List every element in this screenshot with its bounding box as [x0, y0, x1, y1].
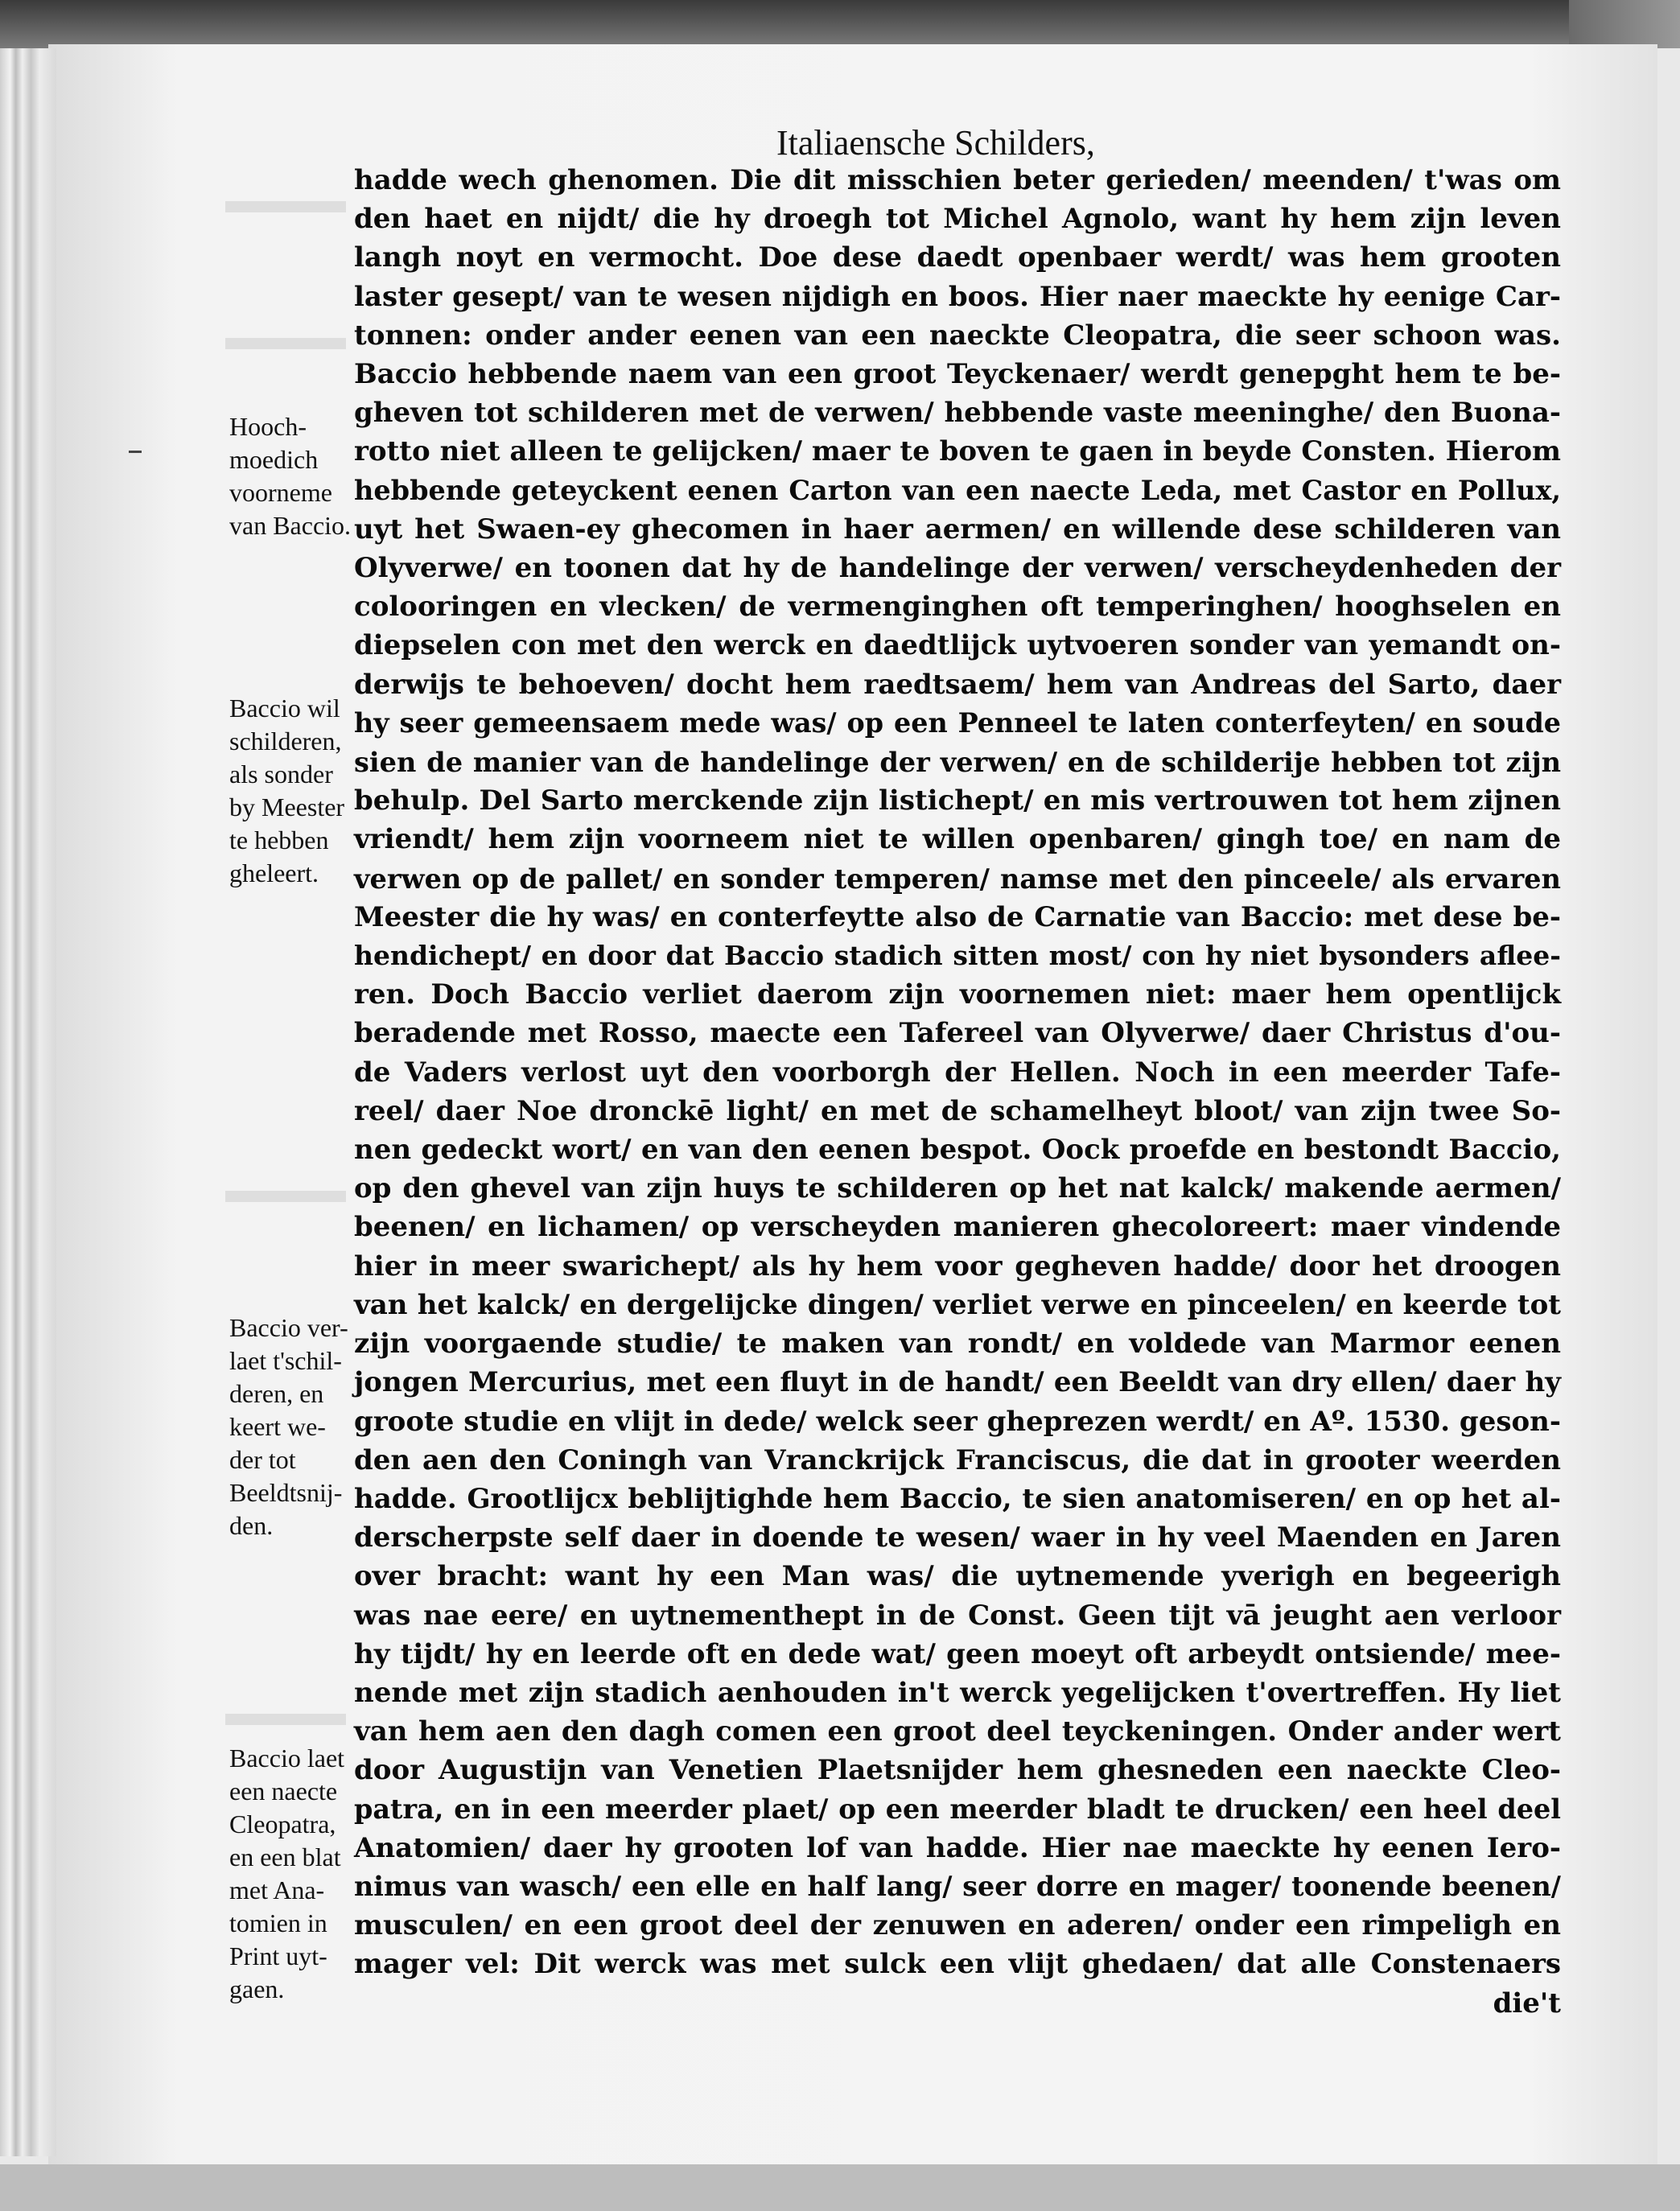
text-line: reel/ daer Noe dronckē light/ en met de schamelheyt bloot/ van zijn twee So- [354, 1094, 1561, 1127]
text-line: nimus van wasch/ een elle en half lang/ seer dorre en mager/ toonende beenen/ [354, 1870, 1561, 1902]
text-line: beenen/ en lichamen/ op verscheyden manieren ghecoloreert: maer vindende [354, 1211, 1561, 1244]
margin-note-line: tomien in [229, 1908, 327, 1937]
margin-note-line: schilderen, [229, 727, 342, 756]
margin-note-line: gheleert. [229, 858, 319, 887]
book-page-edges [0, 48, 56, 2156]
text-line: den haet en nijdt/ die hy droegh tot Michel Agnolo, want hy hem zijn leven [354, 203, 1561, 236]
margin-note-line: Baccio ver- [229, 1313, 348, 1342]
margin-note-line: voorneme [229, 478, 332, 507]
margin-note-line: een naecte [229, 1777, 338, 1805]
text-line: over bracht: want hy een Man was/ die uytnemende yverigh en begeerigh [354, 1560, 1561, 1593]
margin-note-line: deren, en [229, 1379, 324, 1408]
margin-note-line: by Meester [229, 793, 345, 821]
text-line: hy seer gemeensaem mede was/ op een Penneel te laten conterfeyten/ en soude [354, 706, 1561, 739]
margin-note-line: Cleopatra, [229, 1810, 336, 1838]
text-line: de Vaders verlost uyt den voorborgh der Hellen. Noch in een meerder Tafe- [354, 1056, 1561, 1089]
text-line: zijn voorgaende studie/ te maken van rondt/ en voldede van Marmor eenen [354, 1328, 1561, 1361]
text-line: rotto niet alleen te gelijcken/ maer te boven te gaen in beyde Consten. Hierom [354, 435, 1561, 468]
body-text [354, 161, 1561, 2023]
margin-note-line: Baccio wil [229, 694, 340, 723]
margin-note-line: moedich [229, 445, 319, 474]
text-line: ren. Doch Baccio verliet daerom zijn voornemen niet: maer hem opentlijck [354, 978, 1561, 1011]
text-line: sien de manier van de handelinge der verwen/ en de schilderije hebben tot zijn [354, 746, 1561, 779]
text-line: op den ghevel van zijn huys te schilderen op het nat kalck/ makende aermen/ [354, 1172, 1561, 1205]
text-line: uyt het Swaen-ey ghecomen in haer aermen/ en willende dese schilderen van [354, 513, 1561, 546]
bleed-through-mark [225, 201, 346, 212]
text-line: derscherpste self daer in doende te wesen/ waer in hy veel Maenden en Jaren [354, 1521, 1561, 1554]
text-line: nende met zijn stadich aenhouden in't werck yegelijcken t'overtreffen. Hy liet [354, 1676, 1561, 1709]
margin-note-line: gaen. [229, 1974, 285, 2003]
margin-note-line: te hebben [229, 826, 329, 854]
text-line: gheven tot schilderen met de verwen/ hebbende vaste meeninghe/ den Buona- [354, 397, 1561, 430]
text-line: jongen Mercurius, met een fluyt in de handt/ een Beeldt van dry ellen/ daer hy [354, 1366, 1561, 1399]
margin-dash [129, 451, 142, 453]
text-line: musculen/ en een groot deel der zenuwen en aderen/ onder een rimpeligh en [354, 1909, 1561, 1942]
text-line: was nae eere/ en uytnementhept in de Const. Geen tijt vā jeught aen verloor [354, 1599, 1561, 1632]
text-line: Anatomien/ daer hy grooten lof van hadde. Hier nae maeckte hy eenen Iero- [354, 1831, 1561, 1864]
text-line: colooringen en vlecken/ de vermenginghen oft temperinghen/ hooghselen en [354, 591, 1561, 624]
text-line: hadde. Grootlijcx beblijtighde hem Baccio, te sien anatomiseren/ en op het al- [354, 1482, 1561, 1515]
text-line: mager vel: Dit werck was met sulck een vlijt ghedaen/ dat alle Constenaers [354, 1948, 1561, 1981]
text-line: beradende met Rosso, maecte een Tafereel van Olyverwe/ daer Christus d'ou- [354, 1017, 1561, 1050]
text-line: vriendt/ hem zijn voorneem niet te willen openbaren/ gingh toe/ en nam de [354, 823, 1561, 856]
text-line: hadde wech ghenomen. Die dit misschien beter gerieden/ meenden/ t'was om [354, 164, 1561, 196]
margin-note-line: Hooch- [229, 412, 307, 441]
text-line: laster gesept/ van te wesen nijdigh en boos. Hier naer maeckte hy eenige Car- [354, 280, 1561, 313]
text-line: verwen op de pallet/ en sonder temperen/ namse met den pinceele/ als ervaren [354, 862, 1561, 895]
text-line: Baccio hebbende naem van een groot Teyckenaer/ werdt genepght hem te be- [354, 358, 1561, 391]
margin-note-line: en een blat [229, 1842, 341, 1871]
margin-note-line: Print uyt- [229, 1941, 327, 1970]
running-head: Italiaensche Schilders, [776, 123, 1095, 163]
text-line: hendichept/ en door dat Baccio stadich sitten most/ con hy niet bysonders aflee- [354, 940, 1561, 972]
bleed-through-mark [225, 338, 346, 349]
text-line: patra, en in een meerder plaet/ op een meerder bladt te drucken/ een heel deel [354, 1793, 1561, 1825]
text-line: den aen den Coningh van Vranckrijck Franciscus, die dat in grooter weerden [354, 1443, 1561, 1476]
text-line: diepselen con met den werck en daedtlijck uytvoeren sonder van yemandt on- [354, 629, 1561, 662]
margin-note [229, 692, 374, 890]
margin-note [229, 410, 374, 542]
text-line: hy tijdt/ hy en leerde oft en dede wat/ geen moeyt oft arbeydt ontsiende/ mee- [354, 1637, 1561, 1670]
margin-note-line: keert we- [229, 1412, 326, 1441]
catchword: die't [1493, 1987, 1561, 2020]
margin-note-line: als sonder [229, 760, 333, 788]
margin-note-line: met Ana- [229, 1875, 325, 1904]
margin-note-line: den. [229, 1511, 274, 1540]
text-line: Olyverwe/ en toonen dat hy de handelinge der verwen/ verscheydenheden der [354, 552, 1561, 585]
text-line: hier in meer swarichept/ als hy hem voor gegheven hadde/ door het droogen [354, 1250, 1561, 1283]
text-line: van hem aen den dagh comen een groot deel teyckeningen. Onder ander wert [354, 1715, 1561, 1748]
text-line: langh noyt en vermocht. Doe dese daedt openbaer werdt/ was hem grooten [354, 241, 1561, 274]
text-line: van het kalck/ en dergelijcke dingen/ verliet verwe en pinceelen/ en keerde tot [354, 1288, 1561, 1321]
text-line: derwijs te behoeven/ docht hem raedtsaem/ hem van Andreas del Sarto, daer [354, 668, 1561, 701]
book-top-edge [0, 0, 1680, 48]
margin-note-line: van Baccio. [229, 511, 352, 540]
bleed-through-mark [225, 1714, 346, 1725]
margin-note-line: laet t'schil- [229, 1346, 342, 1375]
text-line: door Augustijn van Venetien Plaetsnijder hem ghesneden een naeckte Cleo- [354, 1754, 1561, 1787]
text-line: Meester die hy was/ en conterfeytte also de Carnatie van Baccio: met dese be- [354, 900, 1561, 933]
margin-note-line: Baccio laet [229, 1744, 345, 1773]
text-line: hebbende geteyckent eenen Carton van een naecte Leda, met Castor en Pollux, [354, 474, 1561, 506]
margin-note-line: der tot [229, 1445, 296, 1474]
margin-note-line: Beeldtsnij- [229, 1478, 343, 1507]
margin-note [229, 1311, 374, 1542]
text-line: groote studie en vlijt in dede/ welck seer gheprezen werdt/ en Aº. 1530. geson- [354, 1405, 1561, 1438]
book-corner [1569, 0, 1680, 48]
book-bottom-edge [0, 2164, 1680, 2211]
text-line: nen gedeckt wort/ en van den eenen bespot. Oock proefde en bestondt Baccio, [354, 1134, 1561, 1167]
text-line: tonnen: onder ander eenen van een naeckte Cleopatra, die seer schoon was. [354, 319, 1561, 352]
bleed-through-mark [225, 1191, 346, 1202]
text-line: behulp. Del Sarto merckende zijn listichept/ en mis vertrouwen tot hem zijnen [354, 784, 1561, 817]
margin-note [229, 1742, 374, 2006]
